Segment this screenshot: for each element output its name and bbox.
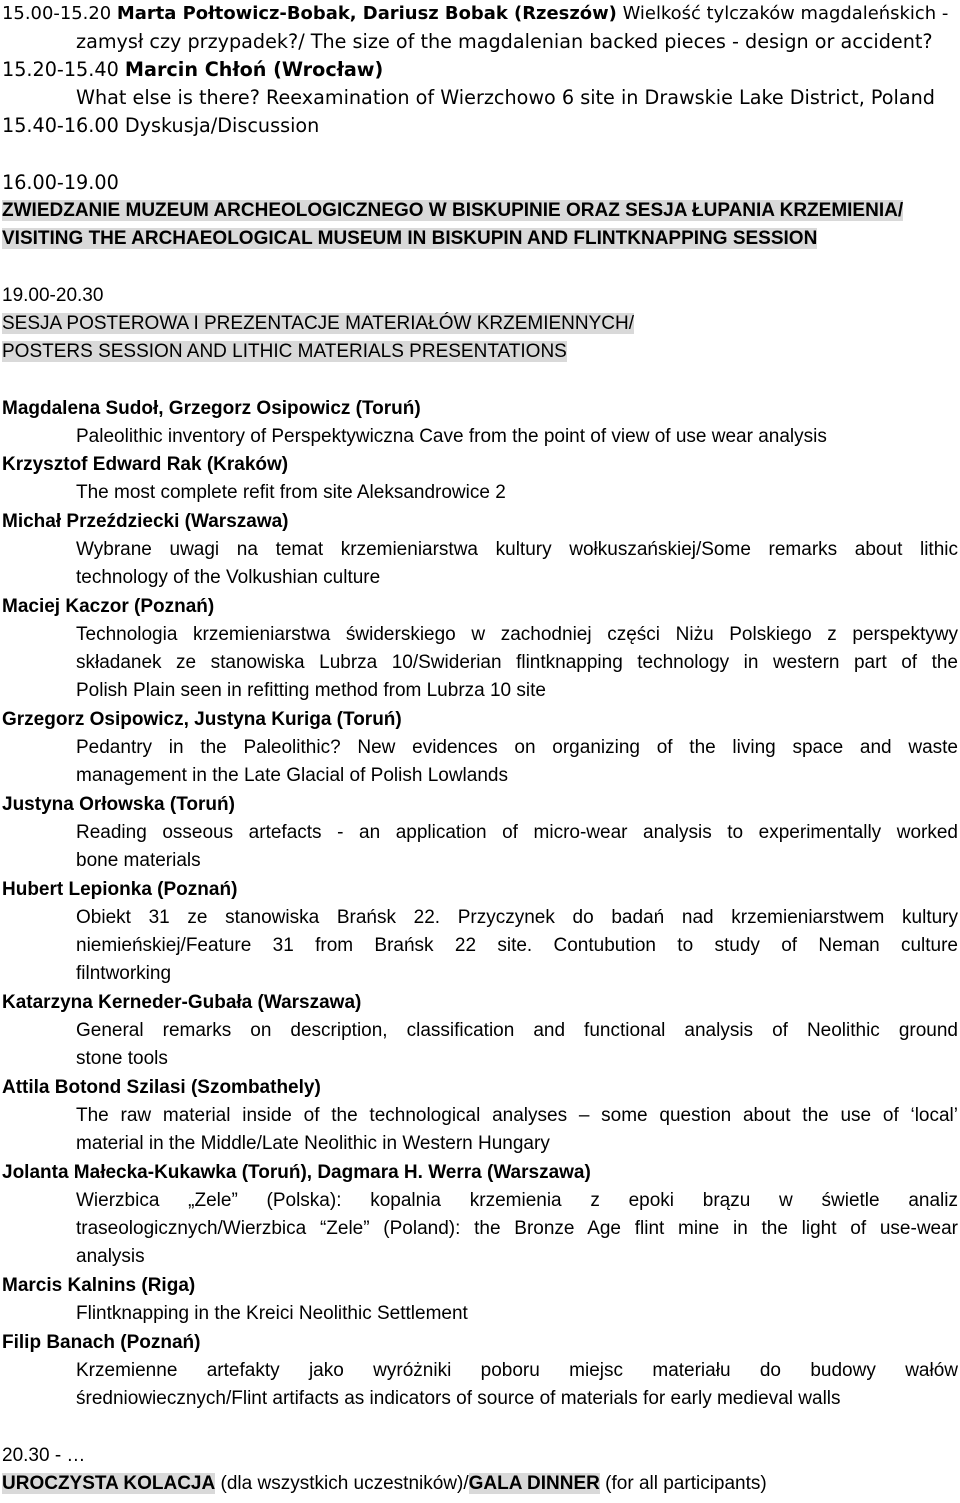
poster-title-line: Krzemienne artefakty jako wyróżniki poboru miejsc materiału do budowy wałów	[76, 1360, 958, 1381]
poster-title-line: Technologia krzemieniarstwa świderskiego w zachodniej części Niżu Polskiego z perspektywy	[76, 624, 958, 645]
session-speakers: Marta Połtowicz-Bobak, Dariusz Bobak (Rzeszów)	[116, 3, 617, 24]
session-1-line-2: zamysł czy przypadek?/ The size of the magdalenian backed pieces - design or accident?	[76, 30, 933, 53]
session-title: Wielkość tylczaków magdaleńskich -	[622, 3, 949, 24]
poster-title-line: średniowiecznych/Flint artifacts as indicators of source of materials for early medieval walls	[76, 1388, 841, 1409]
poster-title-line: stone tools	[76, 1048, 168, 1069]
session-speakers: Marcin Chłoń (Wrocław)	[124, 58, 384, 81]
poster-title-line: The raw material inside of the technological analyses – some question about the use of ‘local’	[76, 1105, 958, 1126]
dinner-en-note: (for all participants)	[599, 1473, 767, 1494]
poster-author: Attila Botond Szilasi (Szombathely)	[2, 1077, 321, 1098]
poster-title-line: material in the Middle/Late Neolithic in Western Hungary	[76, 1133, 550, 1154]
dinner-pl-label: UROCZYSTA KOLACJA	[2, 1473, 216, 1494]
poster-time: 19.00-20.30	[2, 285, 104, 306]
visit-time: 16.00-19.00	[2, 171, 119, 194]
session-time: 15.20-15.40	[2, 58, 119, 81]
poster-title-line: analysis	[76, 1246, 145, 1267]
poster-author: Magdalena Sudoł, Grzegorz Osipowicz (Toruń)	[2, 398, 421, 419]
poster-title-line: niemieńskiej/Feature 31 from Brańsk 22 site. Contubution to study of Neman culture	[76, 935, 958, 956]
discussion-line	[2, 112, 319, 140]
poster-heading-2: POSTERS SESSION AND LITHIC MATERIALS PRESENTATIONS	[2, 341, 567, 362]
poster-title-line: management in the Late Glacial of Polish Lowlands	[76, 765, 508, 786]
dinner-time: 20.30 - …	[2, 1445, 86, 1466]
poster-author: Katarzyna Kerneder-Gubała (Warszawa)	[2, 992, 362, 1013]
visit-heading-2: VISITING THE ARCHAEOLOGICAL MUSEUM IN BISKUPIN AND FLINTKNAPPING SESSION	[2, 228, 818, 249]
poster-author: Jolanta Małecka-Kukawka (Toruń), Dagmara H. Werra (Warszawa)	[2, 1162, 591, 1183]
poster-heading-1: SESJA POSTEROWA I PREZENTACJE MATERIAŁÓW KRZEMIENNYCH/	[2, 313, 635, 334]
dinner-en-label: GALA DINNER	[468, 1473, 600, 1494]
poster-author: Maciej Kaczor (Poznań)	[2, 596, 215, 617]
poster-title-line: Reading osseous artefacts - an application of micro-wear analysis to experimentally worked	[76, 822, 958, 843]
poster-author: Grzegorz Osipowicz, Justyna Kuriga (Toruń)	[2, 709, 402, 730]
poster-title-line: Wybrane uwagi na temat krzemieniarstwa kultury wołkuszańskiej/Some remarks about lithic	[76, 539, 958, 560]
poster-author: Filip Banach (Poznań)	[2, 1332, 201, 1353]
session-1-line-1	[2, 0, 948, 28]
poster-title-line: bone materials	[76, 850, 201, 871]
visit-heading-1: ZWIEDZANIE MUZEUM ARCHEOLOGICZNEGO W BISKUPINIE ORAZ SESJA ŁUPANIA KRZEMIENIA/	[2, 200, 904, 221]
dinner-pl-note: (dla wszystkich uczestników)/	[215, 1473, 469, 1494]
poster-title-line: filntworking	[76, 963, 172, 984]
poster-author: Justyna Orłowska (Toruń)	[2, 794, 235, 815]
poster-title-line: składanek ze stanowiska Lubrza 10/Swiderian flintknapping technology in western part of the	[76, 652, 958, 673]
poster-author: Michał Przeździecki (Warszawa)	[2, 511, 289, 532]
poster-title-line: Wierzbica „Zele” (Polska): kopalnia krzemienia z epoki brązu w świetle analiz	[76, 1190, 958, 1211]
poster-title-line: Flintknapping in the Kreici Neolithic Settlement	[76, 1303, 468, 1324]
poster-title-line: Pedantry in the Paleolithic? New evidences on organizing of the living space and waste	[76, 737, 958, 758]
poster-title-line: traseologicznych/Wierzbica “Zele” (Poland): the Bronze Age flint mine in the light of use-wear	[76, 1218, 958, 1239]
poster-author: Krzysztof Edward Rak (Kraków)	[2, 454, 289, 475]
session-2-line-1	[2, 56, 383, 84]
poster-author: Marcis Kalnins (Riga)	[2, 1275, 196, 1296]
poster-title-line: General remarks on description, classification and functional analysis of Neolithic ground	[76, 1020, 958, 1041]
poster-title-line: technology of the Volkushian culture	[76, 567, 381, 588]
poster-title-line: Obiekt 31 ze stanowiska Brańsk 22. Przyczynek do badań nad krzemieniarstwem kultury	[76, 907, 958, 928]
session-time: 15.00-15.20	[2, 3, 112, 24]
session-2-title: What else is there? Reexamination of Wierzchowo 6 site in Drawskie Lake District, Poland	[76, 86, 935, 109]
poster-title-line: The most complete refit from site Aleksandrowice 2	[76, 482, 506, 503]
session-time: 15.40-16.00	[2, 114, 119, 137]
poster-title-line: Polish Plain seen in refitting method from Lubrza 10 site	[76, 680, 546, 701]
poster-title-line: Paleolithic inventory of Perspektywiczna Cave from the point of view of use wear analysis	[76, 426, 827, 447]
dinner-line	[2, 1470, 767, 1498]
discussion-label: Dyskusja/Discussion	[124, 114, 320, 137]
poster-author: Hubert Lepionka (Poznań)	[2, 879, 238, 900]
